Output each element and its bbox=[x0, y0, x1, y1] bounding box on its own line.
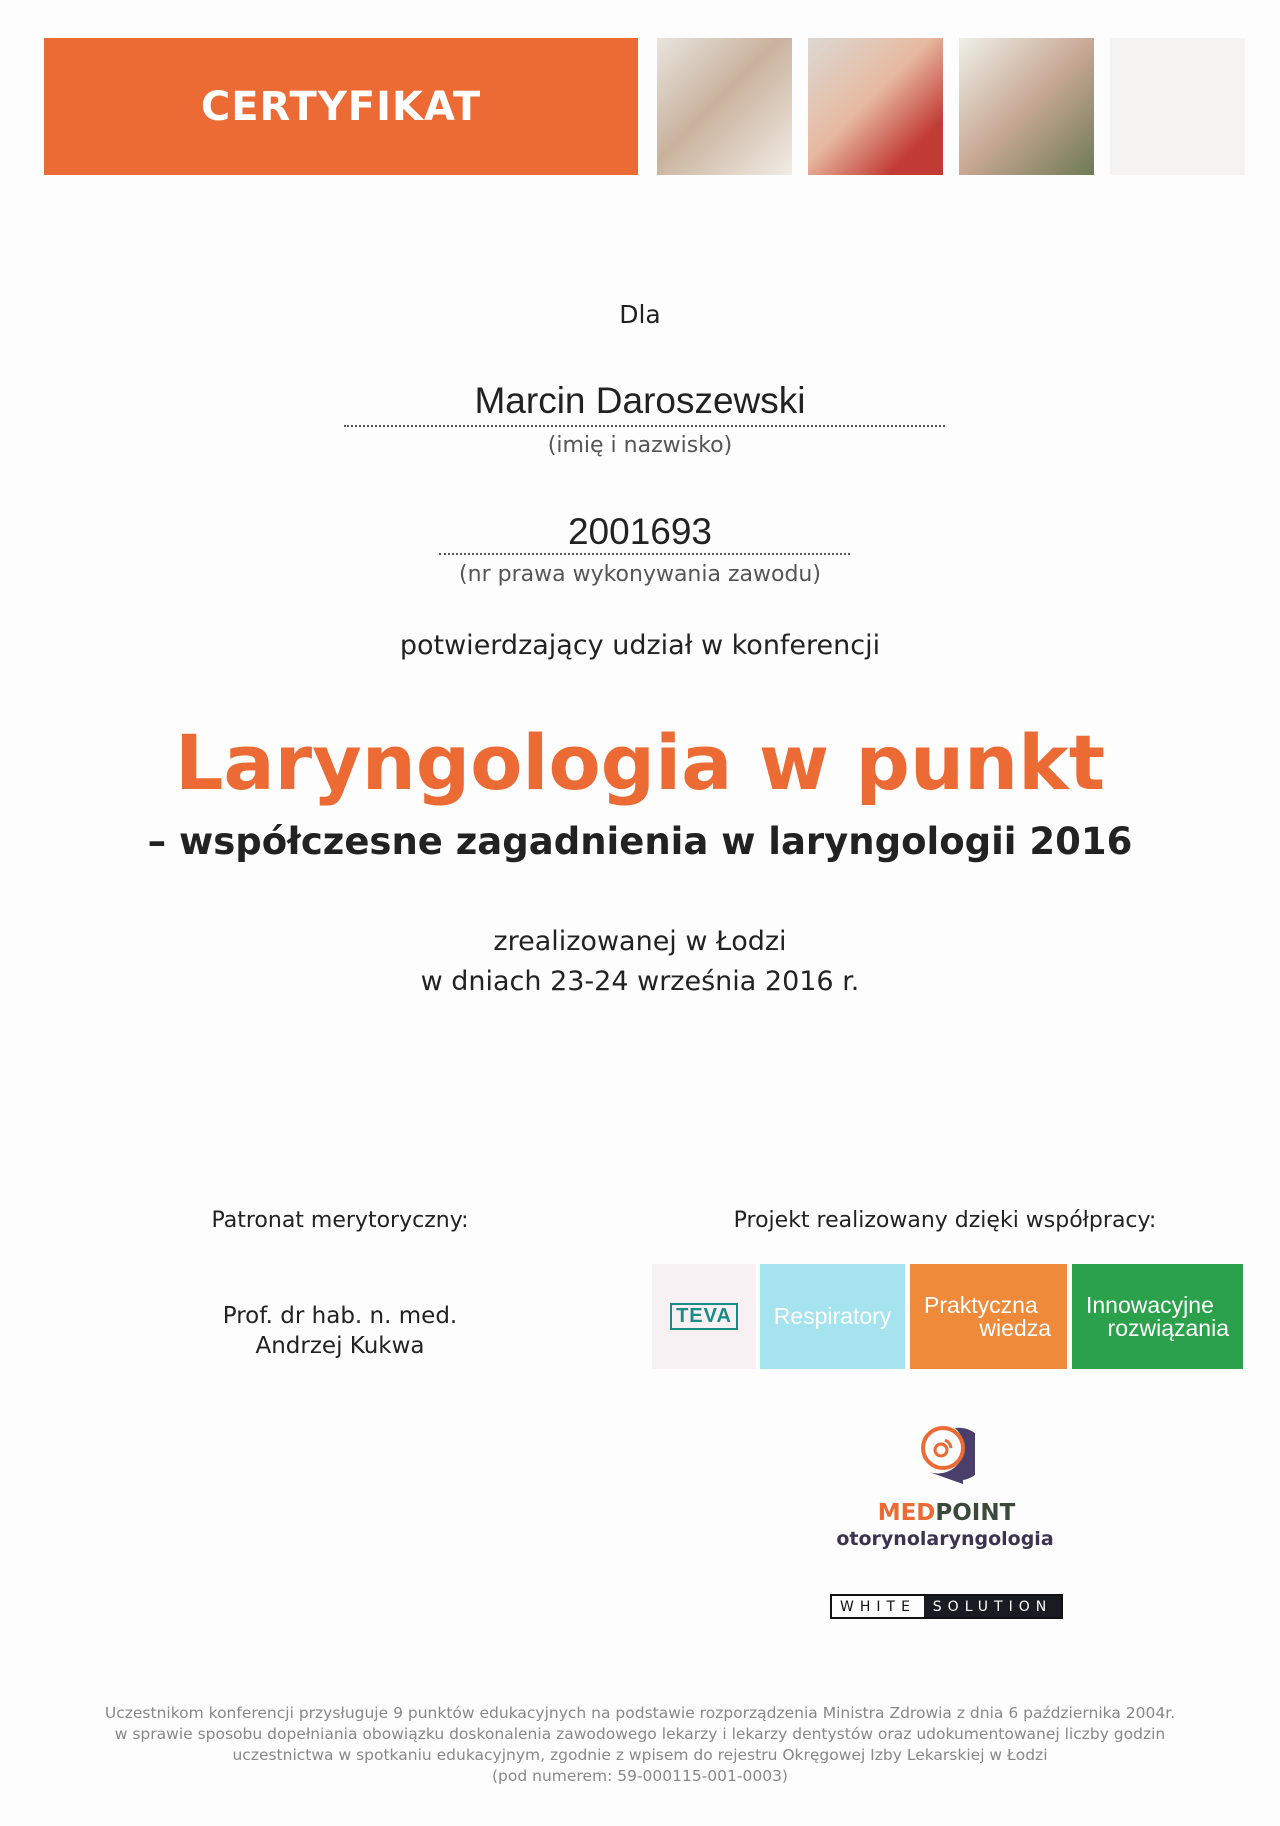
license-dotted-line bbox=[439, 553, 850, 555]
medpoint-med: MED bbox=[877, 1500, 936, 1526]
conference-title: Laryngologia w punkt bbox=[174, 718, 1106, 807]
white-solution-white: WHITE bbox=[840, 1598, 916, 1615]
teva-logo-text: TEVA bbox=[670, 1303, 738, 1330]
photo-elderly bbox=[959, 38, 1094, 175]
practical-line1: Praktyczna bbox=[924, 1291, 1038, 1318]
name-caption: (imię i nazwisko) bbox=[547, 433, 733, 458]
teva-logo bbox=[652, 1264, 756, 1369]
patron-title: Prof. dr hab. n. med. bbox=[222, 1303, 458, 1329]
license-number: 2001693 bbox=[567, 511, 713, 552]
footer-line: Uczestnikom konferencji przysługuje 9 punktów edukacyjnych na podstawie rozporządzenia Ministra Zdrowia z dnia 6 października 2004r. bbox=[104, 1704, 1176, 1722]
innovative-line1: Innowacyjne bbox=[1086, 1291, 1214, 1318]
white-solution-logo bbox=[830, 1594, 1063, 1619]
recipient-name: Marcin Daroszewski bbox=[474, 380, 806, 421]
footer-line: uczestnictwa w spotkaniu edukacyjnym, zgodnie z wpisem do rejestru Okręgowej Izby Lekarskiej w Łodzi bbox=[232, 1746, 1048, 1764]
innovative-solutions-box bbox=[1072, 1264, 1243, 1369]
certificate-title: CERTYFIKAT bbox=[200, 83, 482, 130]
photo-doctor bbox=[657, 38, 792, 175]
partners-label: Projekt realizowany dzięki współpracy: bbox=[733, 1208, 1157, 1233]
photo-baby bbox=[808, 38, 943, 175]
footer-line: (pod numerem: 59-000115-001-0003) bbox=[492, 1767, 788, 1785]
photo-blank bbox=[1110, 38, 1245, 175]
innovative-line2: rozwiązania bbox=[1107, 1314, 1229, 1341]
respiratory-box bbox=[760, 1264, 905, 1369]
respiratory-text: Respiratory bbox=[773, 1303, 892, 1329]
confirmation-text: potwierdzający udział w konferencji bbox=[399, 630, 881, 661]
conference-subtitle: – współczesne zagadnienia w laryngologii 2016 bbox=[147, 820, 1133, 863]
license-caption: (nr prawa wykonywania zawodu) bbox=[459, 562, 821, 587]
certificate-banner bbox=[44, 38, 638, 175]
white-solution-solution: SOLUTION bbox=[924, 1596, 1061, 1617]
medpoint-point: POINT bbox=[935, 1500, 1016, 1526]
conference-dates: w dniach 23-24 września 2016 r. bbox=[420, 966, 860, 997]
medpoint-tagline: otorynolaryngologia bbox=[836, 1528, 1054, 1550]
practical-knowledge-box bbox=[910, 1264, 1067, 1369]
medpoint-icon bbox=[915, 1420, 975, 1490]
for-label: Dla bbox=[619, 300, 661, 329]
patronage-label: Patronat merytoryczny: bbox=[211, 1208, 469, 1233]
conference-location: zrealizowanej w Łodzi bbox=[493, 926, 787, 957]
name-dotted-line bbox=[344, 425, 945, 427]
footer-line: w sprawie sposobu dopełniania obowiązku doskonalenia zawodowego lekarzy i lekarzy dentystów oraz udokumentowanej liczby godzin bbox=[114, 1725, 1166, 1743]
patron-name: Andrzej Kukwa bbox=[255, 1333, 425, 1359]
medpoint-logo bbox=[830, 1500, 1063, 1526]
practical-line2: wiedza bbox=[979, 1314, 1051, 1341]
